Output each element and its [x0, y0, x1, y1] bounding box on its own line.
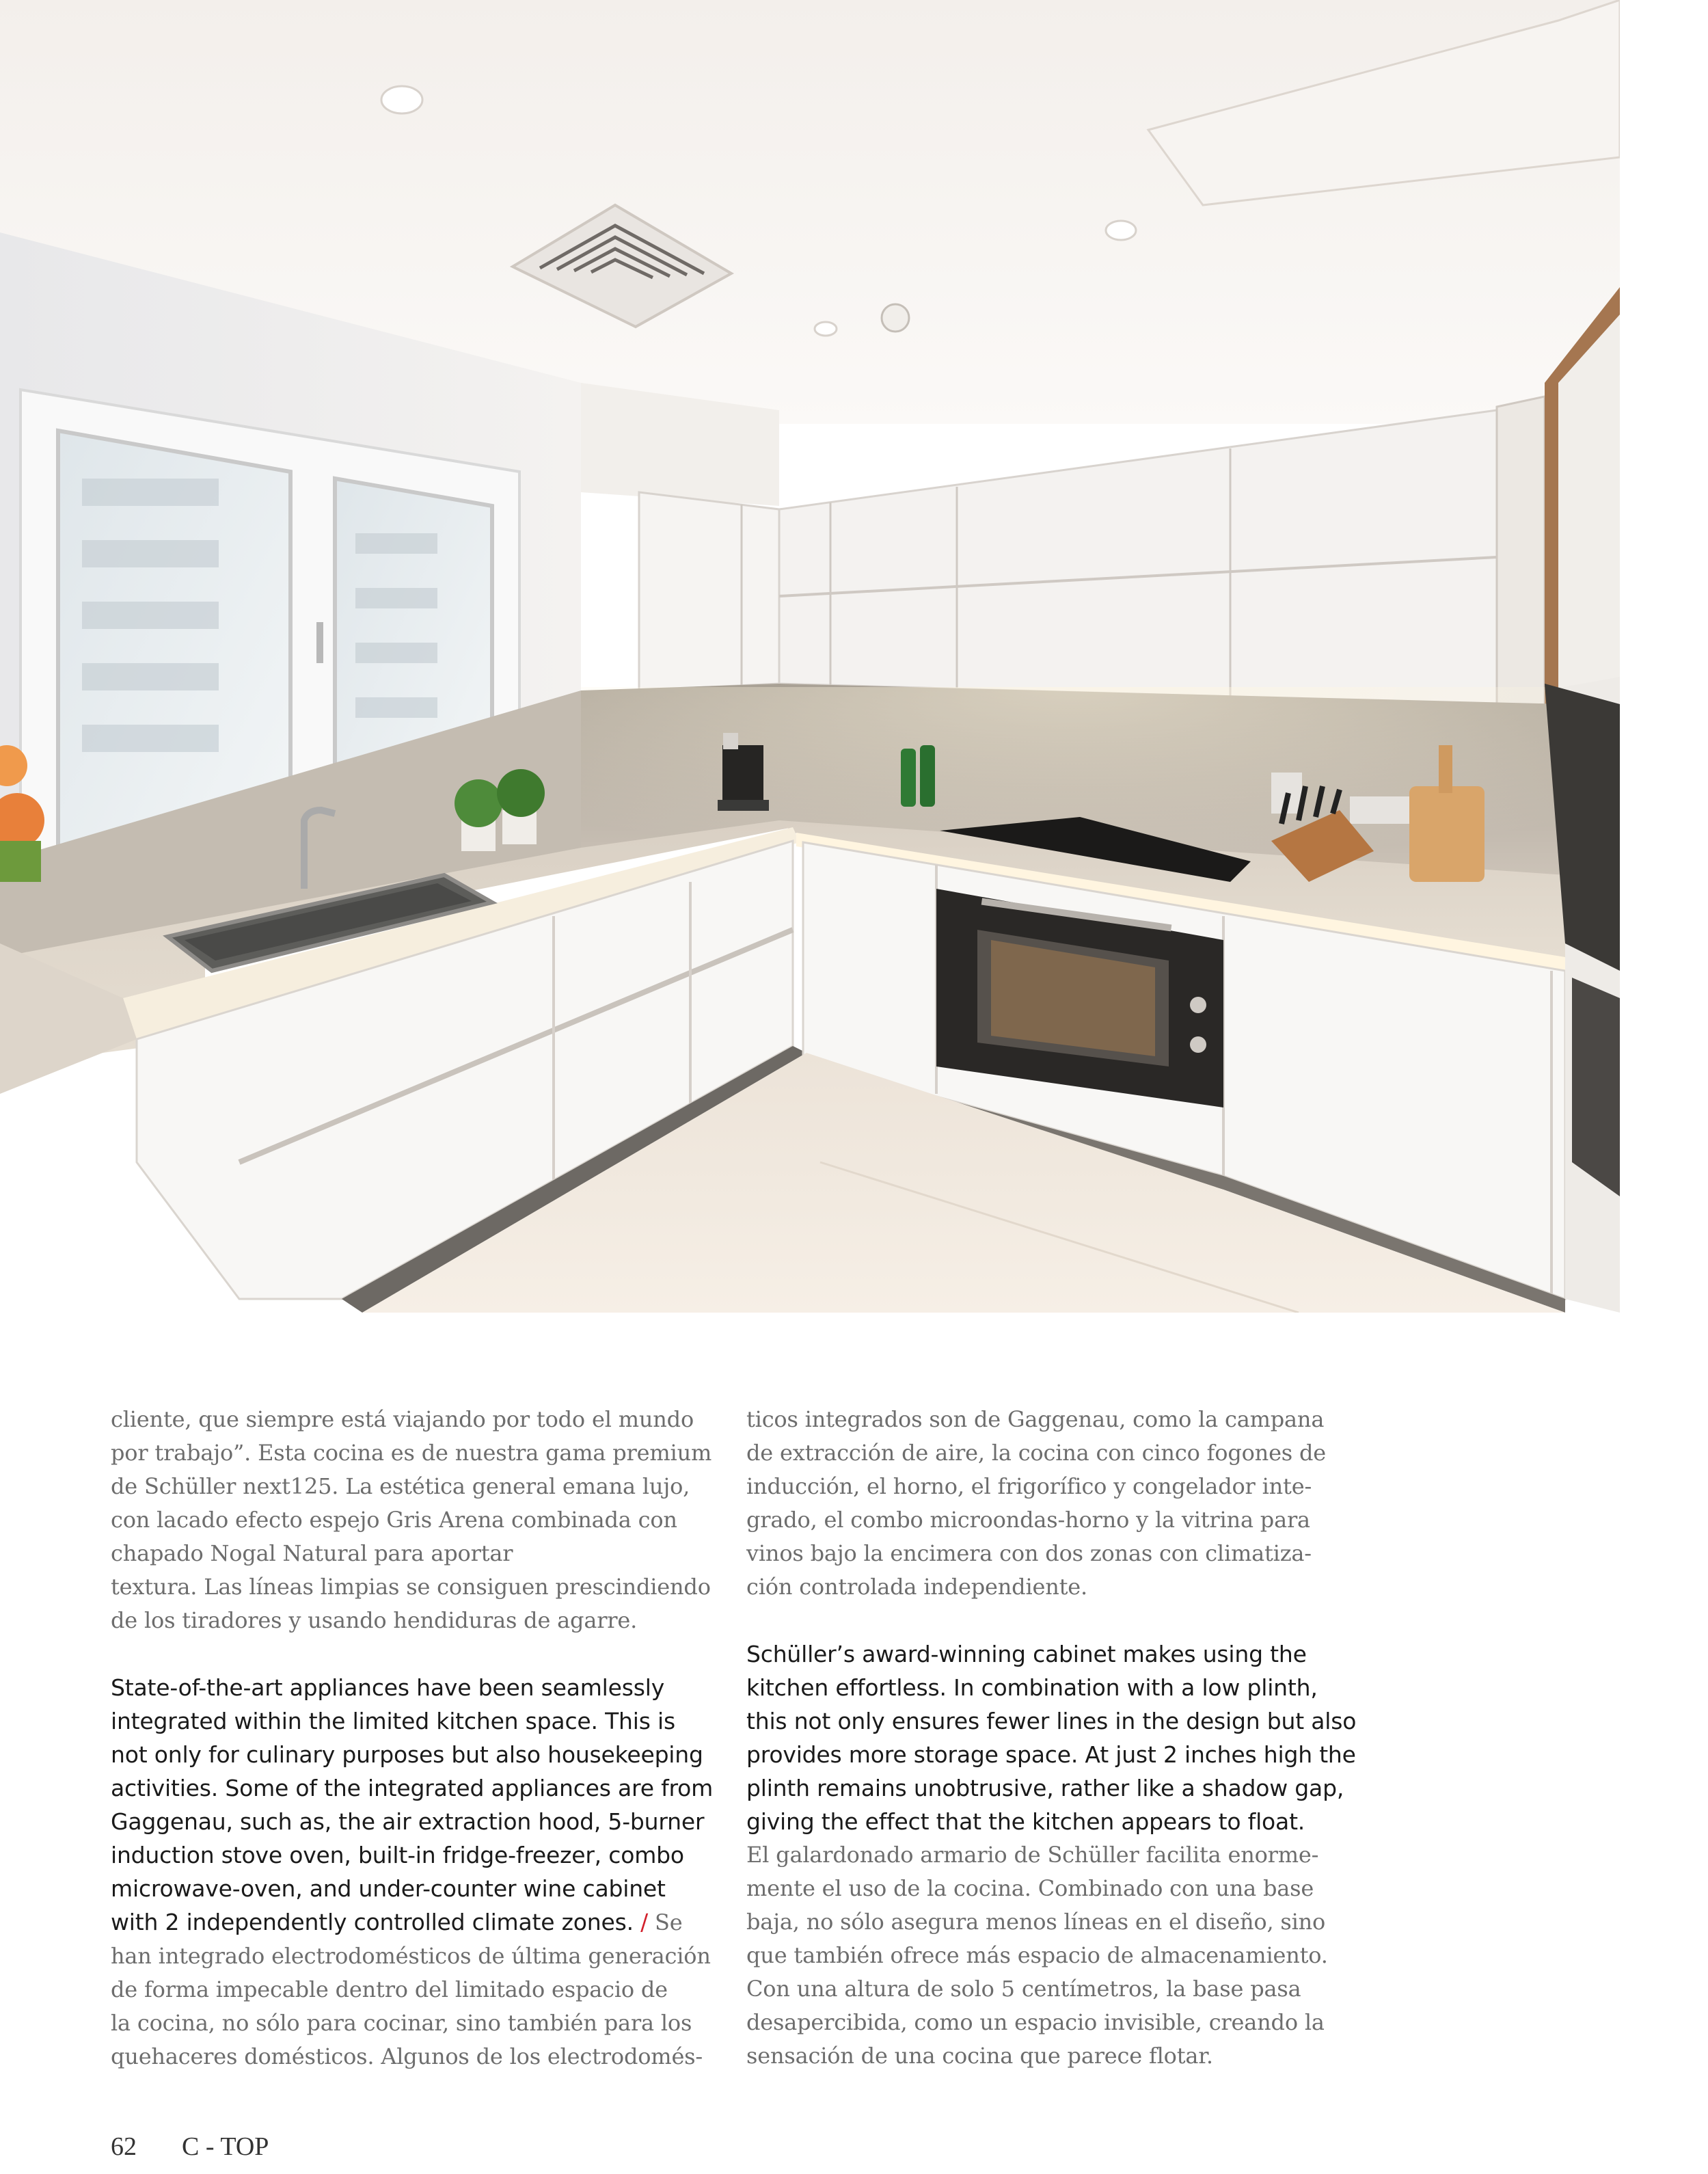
text-column-right [746, 1403, 1357, 2106]
paragraph-appliances: State-of-the-art appliances have been seamlessly integrated within the limited kitchen space. This is not only for culinary purposes but also housekeeping activities. Some of the integrated appliances are from Gaggenau, such as, the air extraction hood, 5-burner induction stove oven, built-in fridge-freezer, combo microwave-oven, and under-counter wine cabinet with 2 independently controlled climate zones. / Se han integrado electrodomésticos de última generación de forma impecable dentro del limitado espacio de la cocina, no sólo para cocinar, sino también para los quehaceres domésticos. Algunos de los electrodomés- [111, 1674, 714, 2069]
page-number: 62 [111, 2132, 137, 2161]
paragraph-spanish-intro: cliente, que siempre está viajando por todo el mundo por trabajo”. Esta cocina es de nuestra gama premium de Schüller next125. La estética general emana lujo, con lacado efecto espejo Gris Arena combinada con chapado Nogal Natural para aportar textura. Las líneas limpias se consiguen prescindiendo de los tiradores y usando hendiduras de agarre. [111, 1406, 712, 1633]
paragraph-spanish-appliances-cont: ticos integrados son de Gaggenau, como la campana de extracción de aire, la cocina con cinco fogones de inducción, el horno, el frigorífico y congelador inte- grado, el combo microondas-horno y la vitrina para vinos bajo la encimera con dos zonas con climatiza- ción controlada independiente. [746, 1406, 1327, 1600]
paragraph-cabinet: Schüller’s award-winning cabinet makes using the kitchen effortless. In combination with a low plinth, this not only ensures fewer lines in the design but also provides more storage space. At just 2 inches high the plinth remains unobtrusive, rather like a shadow gap, giving the effect that the kitchen appears to float. El galardonado armario de Schüller facilita enorme- mente el uso de la cocina. Combinado con una base baja, no sólo asegura menos líneas en el diseño, sino que también ofrece más espacio de almacenamiento. Con una altura de solo 5 centímetros, la base pasa desapercibida, como un espacio invisible, creando la sensación de una cocina que parece flotar. [746, 1641, 1357, 2069]
text-column-left [111, 1403, 714, 2107]
page-footer [111, 2132, 269, 2162]
magazine-name: C - TOP [182, 2132, 269, 2161]
language-separator-slash: / [640, 1909, 649, 1935]
